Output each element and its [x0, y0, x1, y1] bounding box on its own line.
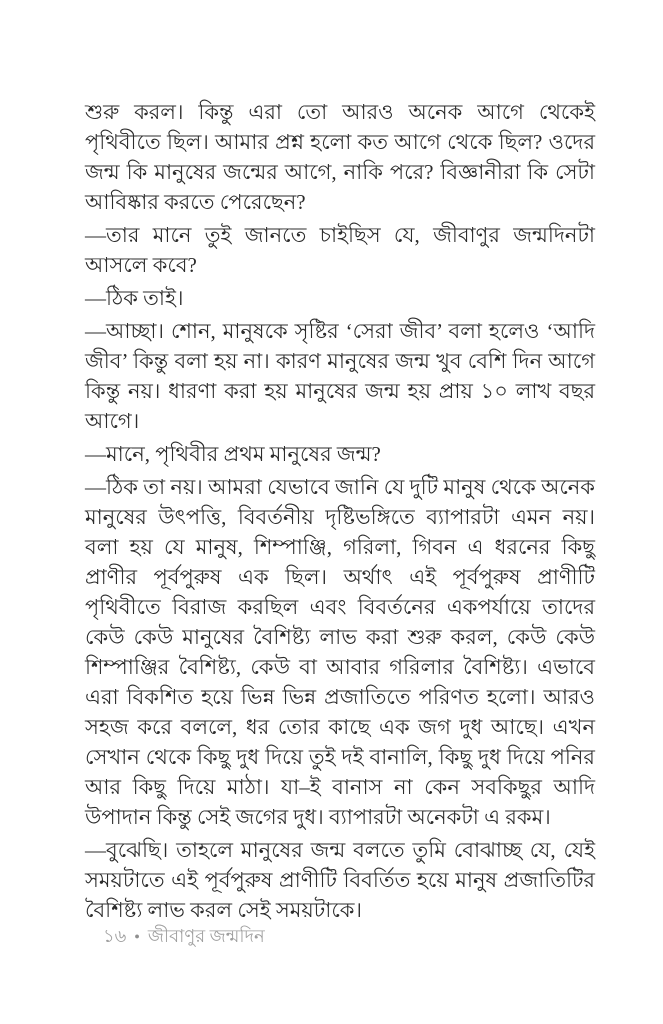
paragraph-dialogue: —বুঝেছি। তাহলে মানুষের জন্ম বলতে তুমি বোঝাচ্ছ যে, যেই সময়টাতে এই পূর্বপুরুষ প্রাণীটি বিবর্তিত হয়ে মানুষ প্রজাতিটির বৈশিষ্ট্য লাভ করল সেই সময়টাকে। — [85, 838, 595, 922]
paragraph-dialogue: —তার মানে তুই জানতে চাইছিস যে, জীবাণুর জন্মদিনটা আসলে কবে? — [85, 223, 595, 277]
body-text — [85, 97, 595, 928]
page-footer — [103, 924, 265, 948]
page-number: ১৬ — [103, 926, 127, 946]
paragraph: শুরু করল। কিন্তু এরা তো আরও অনেক আগে থেকেই পৃথিবীতে ছিল। আমার প্রশ্ন হলো কত আগে থেকে ছিল? ওদের জন্ম কি মানুষের জন্মের আগে, নাকি পরে? বিজ্ঞানীরা কি সেটা আবিষ্কার করতে পেরেছেন? — [85, 100, 595, 214]
paragraph-dialogue: —আচ্ছা। শোন, মানুষকে সৃষ্টির ‘সেরা জীব’ বলা হলেও ‘আদি জীব’ কিন্তু বলা হয় না। কারণ মানুষের জন্ম খুব বেশি দিন আগে কিন্তু নয়। ধারণা করা হয় মানুষের জন্ম হয় প্রায় ১০ লাখ বছর আগে। — [85, 319, 595, 433]
paragraph-dialogue: —মানে, পৃথিবীর প্রথম মানুষের জন্ম? — [85, 442, 381, 466]
book-title: জীবাণুর জন্মদিন — [147, 926, 265, 946]
paragraph-dialogue: —ঠিক তা নয়। আমরা যেভাবে জানি যে দুটি মানুষ থেকে অনেক মানুষের উৎপত্তি, বিবর্তনীয় দৃষ্টিভঙ্গিতে ব্যাপারটা এমন নয়। বলা হয় যে মানুষ, শিম্পাঞ্জি, গরিলা, গিবন এ ধরনের কিছু প্রাণীর পূর্বপুরুষ এক ছিল। অর্থাৎ এই পূর্বপুরুষ প্রাণীটি পৃথিবীতে বিরাজ করছিল এবং বিবর্তনের একপর্যায়ে তাদের কেউ কেউ মানুষের বৈশিষ্ট্য লাভ করা শুরু করল, কেউ কেউ শিম্পাঞ্জির বৈশিষ্ট্য, কেউ বা আবার গরিলার বৈশিষ্ট্য। এভাবে এরা বিকশিত হয়ে ভিন্ন ভিন্ন প্রজাতিতে পরিণত হলো। আরও সহজ করে বললে, ধর তোর কাছে এক জগ দুধ আছে। এখন সেখান থেকে কিছু দুধ দিয়ে তুই দই বানালি, কিছু দুধ দিয়ে পনির আর কিছু দিয়ে মাঠা। যা–ই বানাস না কেন সবকিছুর আদি উপাদান কিন্তু সেই জগের দুধ। ব্যাপারটা অনেকটা এ রকম। — [85, 475, 595, 829]
paragraph-dialogue: —ঠিক তাই। — [85, 286, 184, 310]
bullet-separator-icon: ● — [134, 930, 140, 941]
